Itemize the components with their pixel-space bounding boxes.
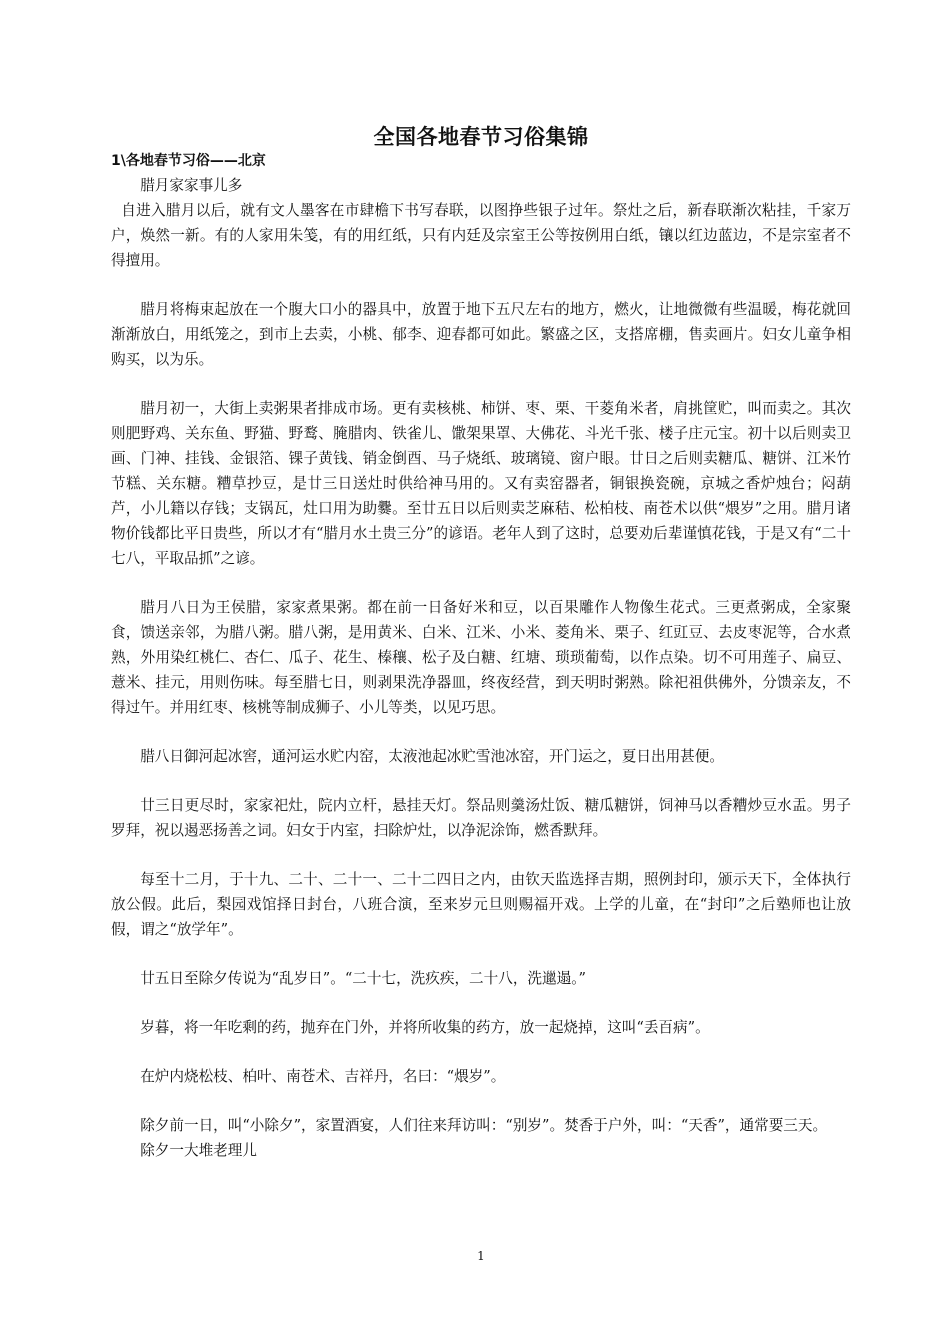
paragraph: 廿五日至除夕传说为“乱岁日”。“二十七，洗疚疾，二十八，洗邋遢。”	[140, 970, 586, 987]
paragraph: 腊月将梅束起放在一个腹大口小的器具中，放置于地下五尺左右的地方，燃火，让地微微有些温暖，梅花就回渐渐放白，用纸笼之，到市上去卖，小桃、郁李、迎春都可如此。繁盛之区，支搭席棚，售卖画片。妇女儿童争相购买，以为乐。	[111, 301, 851, 368]
document-body	[111, 173, 851, 1163]
paragraph: 廿三日更尽时，家家祀灶，院内立杆，悬挂天灯。祭品则羹汤灶饭、糖瓜糖饼，饲神马以香糟炒豆水盂。男子罗拜，祝以遏恶扬善之词。妇女于内室，扫除炉灶，以净泥涂饰，燃香默拜。	[111, 797, 851, 839]
subheading-lamonth: 腊月家家事儿多	[140, 177, 243, 194]
page-number: 1	[477, 1249, 485, 1263]
document-title: 全国各地春节习俗集锦	[373, 125, 589, 149]
subheading-eve: 除夕一大堆老理儿	[140, 1142, 257, 1159]
paragraph: 自进入腊月以后，就有文人墨客在市肆檐下书写春联，以图挣些银子过年。祭灶之后，新春联渐次粘挂，千家万户，焕然一新。有的人家用朱笺，有的用红纸，只有内廷及宗室王公等按例用白纸，镶以红边蓝边，不是宗室者不得擅用。	[111, 202, 851, 269]
section-heading: 1\各地春节习俗——北京	[111, 153, 266, 169]
paragraph: 除夕前一日，叫“小除夕”，家置酒宴，人们往来拜访叫：“别岁”。焚香于户外，叫：“天香”，通常要三天。	[140, 1117, 828, 1134]
document-page	[111, 0, 851, 1344]
paragraph: 腊月初一，大街上卖粥果者排成市场。更有卖核桃、柿饼、枣、栗、干菱角米者，肩挑筐贮，叫而卖之。其次则肥野鸡、关东鱼、野猫、野鹜、腌腊肉、铁雀儿、馓架果罩、大佛花、斗光千张、楼子庄元宝。初十以后则卖卫画、门神、挂钱、金银箔、锞子黄钱、销金倒酉、马子烧纸、玻璃镜、窗户眼。廿日之后则卖糖瓜、糖饼、江米竹节糕、关东糖。糟草抄豆，是廿三日送灶时供给神马用的。又有卖窑器者，铜银换瓷碗，京城之香炉烛台；闷葫芦，小儿籍以存钱；支锅瓦，灶口用为助爨。至廿五日以后则卖芝麻秸、松柏枝、南苍术以供“煨岁”之用。腊月诸物价钱都比平日贵些，所以才有“腊月水土贵三分”的谚语。老年人到了这时，总要劝后辈谨慎花钱，于是又有“二十七八，平取品抓”之谚。	[111, 400, 851, 567]
paragraph: 在炉内烧松枝、柏叶、南苍术、吉祥丹，名曰：“煨岁”。	[140, 1068, 506, 1085]
paragraph: 岁暮，将一年吃剩的药，抛弃在门外，并将所收集的药方，放一起烧掉，这叫“丢百病”。	[140, 1019, 710, 1036]
paragraph: 每至十二月，于十九、二十、二十一、二十二四日之内，由钦天监选择吉期，照例封印，颁示天下，全体执行放公假。此后，梨园戏馆择日封台，八班合演，至来岁元旦则赐福开戏。上学的儿童，在“封印”之后塾师也让放假，谓之“放学年”。	[111, 871, 851, 938]
paragraph: 腊月八日为王侯腊，家家煮果粥。都在前一日备好米和豆，以百果雕作人物像生花式。三更煮粥成，全家聚食，馈送亲邻，为腊八粥。腊八粥，是用黄米、白米、江米、小米、菱角米、栗子、红豇豆、去皮枣泥等，合水煮熟，外用染红桃仁、杏仁、瓜子、花生、榛穰、松子及白糖、红塘、琐琐葡萄，以作点染。切不可用莲子、扁豆、薏米、挂元，用则伤味。每至腊七日，则剥果洗净器皿，终夜经营，到天明时粥熟。除祀祖供佛外，分馈亲友，不得过午。并用红枣、核桃等制成狮子、小儿等类，以见巧思。	[111, 599, 851, 716]
paragraph: 腊八日御河起冰窖，通河运水贮内窑，太液池起冰贮雪池冰窑，开门运之，夏日出用甚便。	[140, 748, 724, 765]
